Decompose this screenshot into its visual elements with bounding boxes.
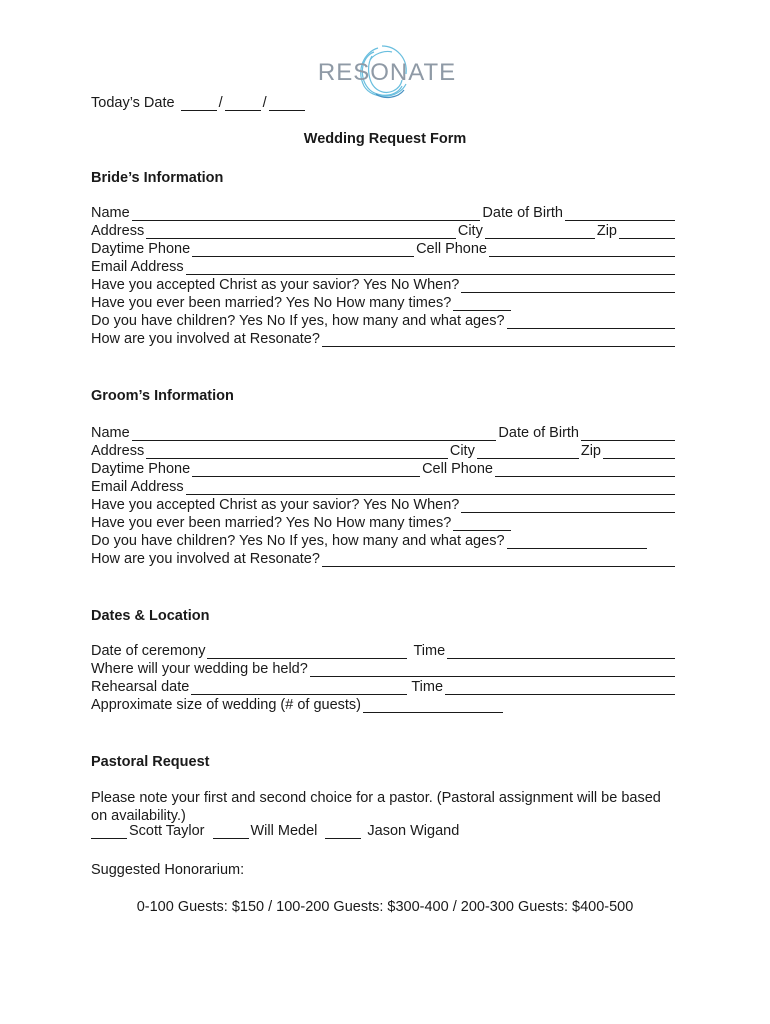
bride-married-row	[91, 293, 677, 311]
groom-children-row	[91, 531, 677, 549]
pastor-option-jason-wigand: Jason Wigand	[367, 823, 460, 839]
bride-name-field[interactable]	[132, 206, 481, 221]
groom-married-label: Have you ever been married? Yes No How many times?	[91, 515, 452, 531]
venue-row	[91, 659, 677, 677]
groom-zip-field[interactable]	[603, 444, 675, 459]
groom-children-field[interactable]	[507, 534, 647, 549]
groom-involved-label: How are you involved at Resonate?	[91, 551, 320, 567]
rehearsal-time-label: Time	[411, 679, 444, 695]
bride-city-label: City	[457, 223, 483, 239]
groom-married-row	[91, 513, 677, 531]
pastor-choices	[91, 823, 459, 839]
honorarium-label: Suggested Honorarium:	[91, 862, 245, 878]
ceremony-time-label: Time	[413, 643, 446, 659]
bride-name-label: Name	[91, 205, 130, 221]
venue-field[interactable]	[310, 662, 675, 677]
form-title: Wedding Request Form	[303, 131, 467, 147]
bride-christ-label: Have you accepted Christ as your savior? Yes No When?	[91, 277, 460, 293]
bride-involved-label: How are you involved at Resonate?	[91, 331, 320, 347]
bride-heading: Bride’s Information	[91, 170, 224, 186]
logo-text: RESONATE	[317, 59, 457, 86]
rehearsal-date-label: Rehearsal date	[91, 679, 190, 695]
groom-cell-phone-label: Cell Phone	[422, 461, 493, 477]
groom-heading: Groom’s Information	[91, 388, 234, 404]
ceremony-time-field[interactable]	[447, 644, 675, 659]
todays-date-label: Today’s Date	[91, 95, 175, 111]
guest-size-field[interactable]	[363, 698, 503, 713]
groom-zip-label: Zip	[580, 443, 601, 459]
bride-dob-label: Date of Birth	[482, 205, 563, 221]
date-separator: /	[218, 95, 223, 111]
pastor-choice-field-2[interactable]	[213, 824, 249, 839]
bride-cell-phone-label: Cell Phone	[416, 241, 487, 257]
bride-day-phone-field[interactable]	[192, 242, 414, 257]
groom-day-phone-label: Daytime Phone	[91, 461, 191, 477]
groom-name-field[interactable]	[132, 426, 497, 441]
groom-email-field[interactable]	[186, 480, 675, 495]
pastor-choice-field-1[interactable]	[91, 824, 127, 839]
groom-christ-row	[91, 495, 677, 513]
bride-married-field[interactable]	[453, 296, 511, 311]
bride-phone-row	[91, 239, 677, 257]
groom-christ-label: Have you accepted Christ as your savior? Yes No When?	[91, 497, 460, 513]
bride-zip-label: Zip	[596, 223, 617, 239]
ceremony-date-field[interactable]	[207, 644, 407, 659]
pastor-option-scott-taylor: Scott Taylor	[129, 823, 205, 839]
pastoral-heading: Pastoral Request	[91, 754, 210, 770]
todays-date-row	[91, 93, 391, 111]
groom-address-field[interactable]	[146, 444, 448, 459]
bride-cell-phone-field[interactable]	[489, 242, 675, 257]
date-month-field[interactable]	[181, 96, 217, 111]
ceremony-row	[91, 641, 677, 659]
groom-married-field[interactable]	[453, 516, 511, 531]
groom-email-label: Email Address	[91, 479, 184, 495]
venue-label: Where will your wedding be held?	[91, 661, 308, 677]
rehearsal-row	[91, 677, 677, 695]
date-year-field[interactable]	[269, 96, 305, 111]
groom-dob-field[interactable]	[581, 426, 675, 441]
groom-cell-phone-field[interactable]	[495, 462, 675, 477]
groom-involved-field[interactable]	[322, 552, 675, 567]
groom-city-label: City	[449, 443, 475, 459]
date-separator: /	[262, 95, 267, 111]
rehearsal-date-field[interactable]	[191, 680, 407, 695]
guest-size-row	[91, 695, 531, 713]
groom-day-phone-field[interactable]	[192, 462, 420, 477]
bride-christ-row	[91, 275, 677, 293]
pastoral-note: Please note your first and second choice for a pastor. (Pastoral assignment will be based on availability.)	[91, 790, 661, 824]
bride-involved-row	[91, 329, 677, 347]
bride-address-label: Address	[91, 223, 145, 239]
bride-address-row	[91, 221, 677, 239]
groom-name-row	[91, 423, 677, 441]
bride-city-field[interactable]	[485, 224, 595, 239]
groom-email-row	[91, 477, 677, 495]
bride-children-row	[91, 311, 677, 329]
bride-children-label: Do you have children? Yes No If yes, how many and what ages?	[91, 313, 505, 329]
groom-city-field[interactable]	[477, 444, 579, 459]
groom-involved-row	[91, 549, 677, 567]
bride-name-row	[91, 203, 677, 221]
bride-zip-field[interactable]	[619, 224, 675, 239]
bride-married-label: Have you ever been married? Yes No How many times?	[91, 295, 452, 311]
groom-children-label: Do you have children? Yes No If yes, how many and what ages?	[91, 533, 505, 549]
bride-involved-field[interactable]	[322, 332, 675, 347]
date-day-field[interactable]	[225, 96, 261, 111]
bride-email-label: Email Address	[91, 259, 184, 275]
bride-dob-field[interactable]	[565, 206, 675, 221]
pastor-choice-field-3[interactable]	[325, 824, 361, 839]
honorarium-rates: 0-100 Guests: $150 / 100-200 Guests: $300-400 / 200-300 Guests: $400-500	[136, 899, 634, 915]
pastor-option-will-medel: Will Medel	[250, 823, 318, 839]
bride-email-row	[91, 257, 677, 275]
bride-christ-field[interactable]	[461, 278, 675, 293]
ceremony-date-label: Date of ceremony	[91, 643, 206, 659]
bride-day-phone-label: Daytime Phone	[91, 241, 191, 257]
groom-phone-row	[91, 459, 677, 477]
bride-address-field[interactable]	[146, 224, 456, 239]
groom-dob-label: Date of Birth	[498, 425, 579, 441]
groom-address-label: Address	[91, 443, 145, 459]
guest-size-label: Approximate size of wedding (# of guests)	[91, 697, 361, 713]
groom-name-label: Name	[91, 425, 130, 441]
dates-heading: Dates & Location	[91, 608, 210, 624]
bride-email-field[interactable]	[186, 260, 675, 275]
groom-christ-field[interactable]	[461, 498, 675, 513]
bride-children-field[interactable]	[507, 314, 675, 329]
groom-address-row	[91, 441, 677, 459]
rehearsal-time-field[interactable]	[445, 680, 675, 695]
